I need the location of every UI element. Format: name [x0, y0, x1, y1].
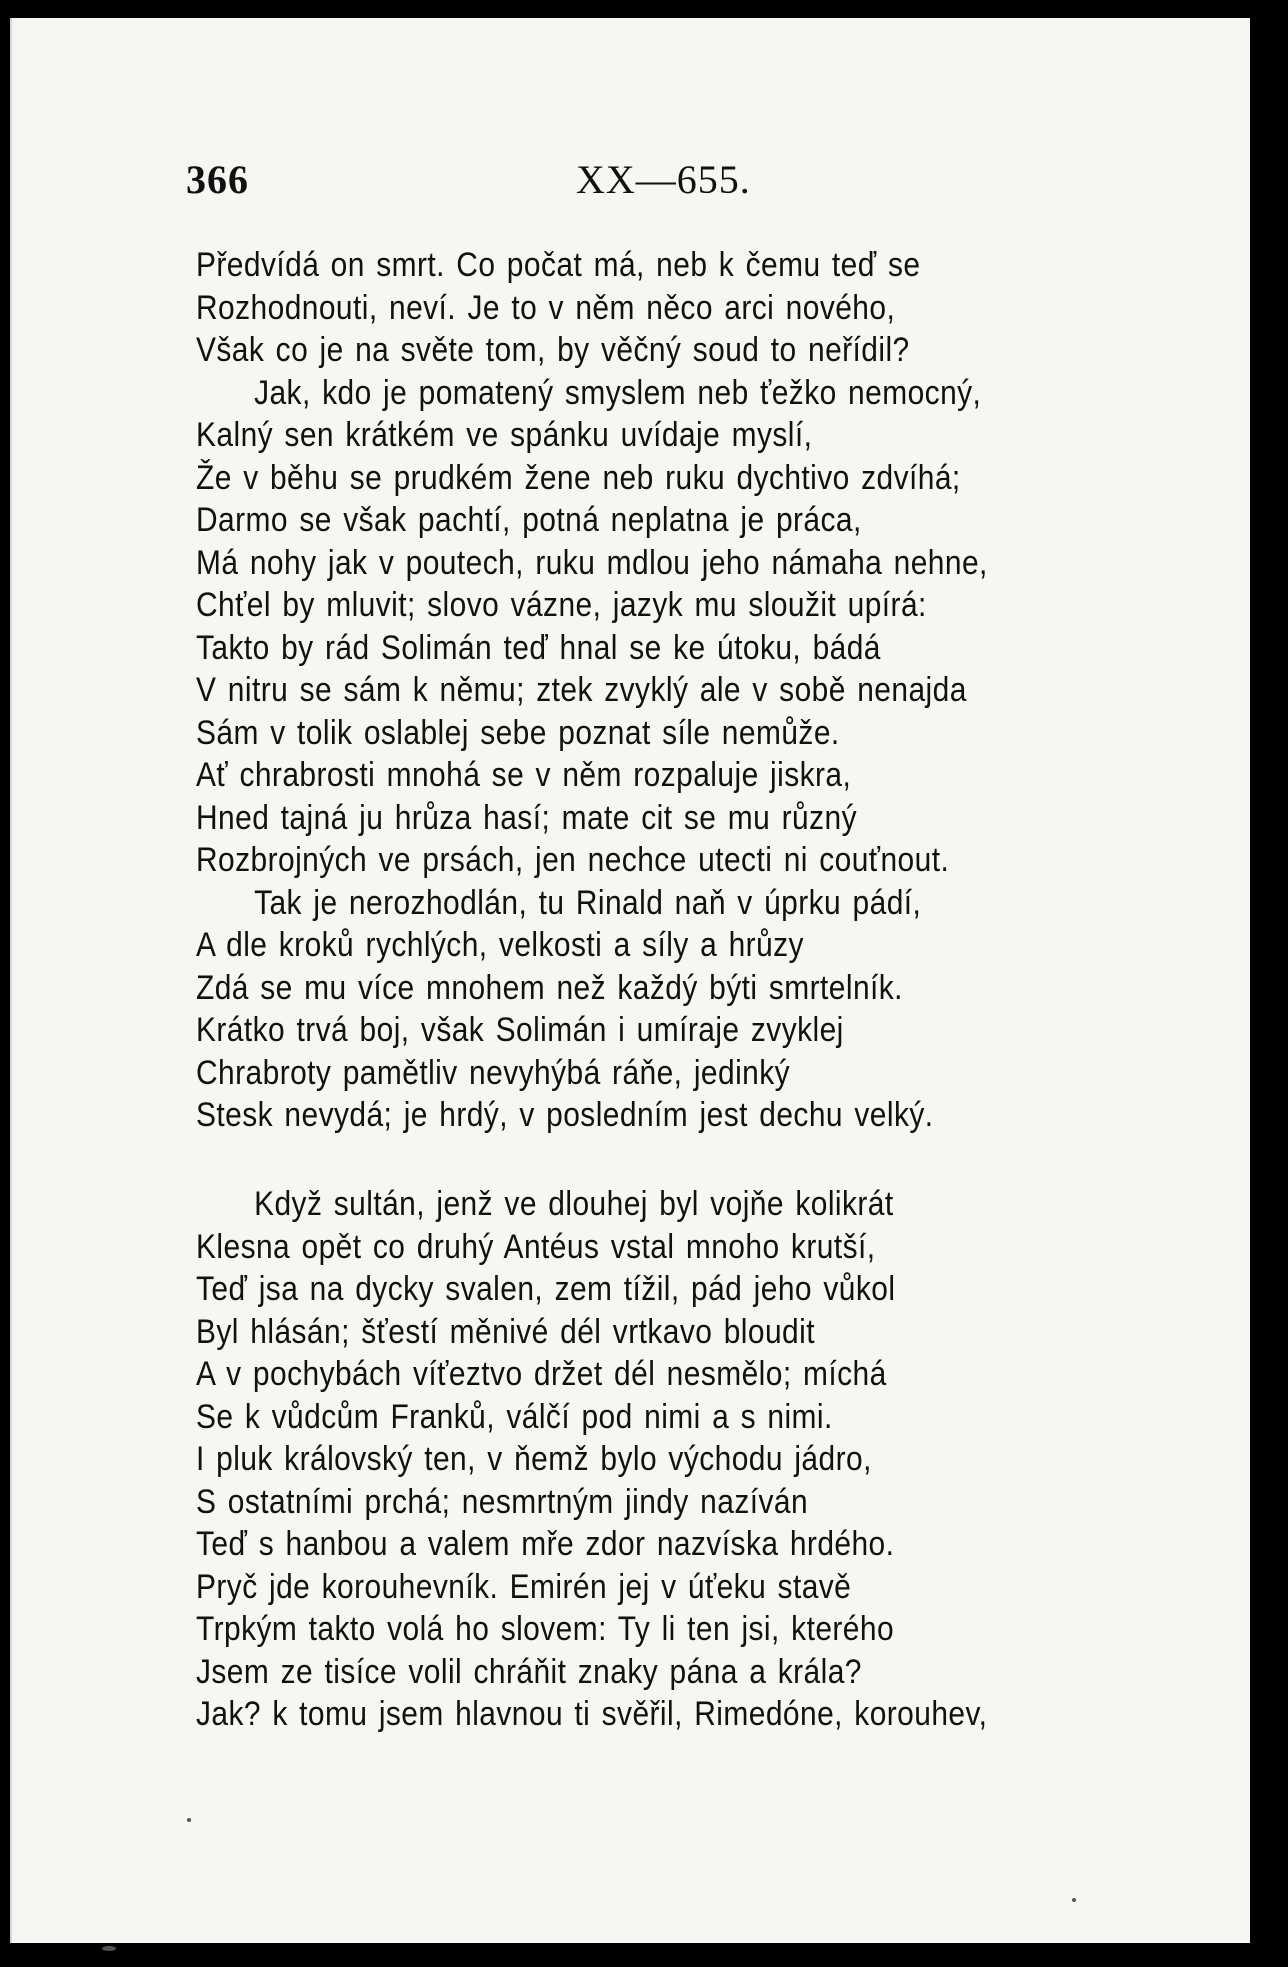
paper-speck: [102, 1946, 116, 1951]
verse-line: Klesna opět co druhý Antéus vstal mnoho krutší,: [196, 1227, 876, 1266]
stanza-1: [196, 244, 988, 1137]
verse-line: Rozhodnouti, neví. Je to v něm něco arci nového,: [196, 288, 896, 327]
verse-line: Že v běhu se prudkém žene neb ruku dychtivo zdvíhá;: [196, 458, 961, 497]
verse-line: Teď s hanbou a valem mře zdor nazvíska hrdého.: [196, 1525, 895, 1563]
page-number: 366: [186, 157, 249, 202]
verse-line: V nitru se sám k němu; ztek zvyklý ale v sobě nenajda: [196, 671, 967, 709]
verse-line: Hned tajná ju hrůza hasí; mate cit se mu různý: [196, 798, 857, 837]
verse-line: Takto by rád Solimán teď hnal se ke útoku, bádá: [196, 628, 881, 667]
verse-line: Chrabroty pamětliv nevyhýbá ráňe, jedinký: [196, 1053, 791, 1092]
running-head: XX—655.: [576, 157, 751, 202]
verse-line: S ostatními prchá; nesmrtným jindy nazíván: [196, 1482, 809, 1521]
paper-speck: [187, 1818, 191, 1822]
verse-line: Sám v tolik oslablej sebe poznat síle nemůže.: [196, 713, 840, 752]
verse-line: Jsem ze tisíce volil chráňit znaky pána a krála?: [196, 1652, 862, 1691]
verse-line: Stesk nevydá; je hrdý, v posledním jest dechu velký.: [196, 1096, 934, 1134]
verse-line: Teď jsa na dycky svalen, zem tížil, pád jeho vůkol: [196, 1270, 896, 1308]
verse-line: Jak, kdo je pomatený smyslem neb ťežko nemocný,: [254, 373, 982, 412]
verse-line: Krátko trvá boj, však Solimán i umíraje zvyklej: [196, 1011, 844, 1049]
verse-line: Má nohy jak v poutech, ruku mdlou jeho námaha nehne,: [196, 543, 988, 582]
verse-line: Jak? k tomu jsem hlavnou ti svěřil, Rimedóne, korouhev,: [196, 1695, 988, 1733]
stanza-2: [196, 1183, 987, 1736]
verse-line: Tak je nerozhodlán, tu Rinald naň v úprku pádí,: [254, 883, 922, 922]
verse-line: Když sultán, jenž ve dlouhej byl vojňe kolikrát: [254, 1185, 894, 1223]
verse-line: Předvídá on smrt. Co počat má, neb k čemu teď se: [196, 246, 921, 284]
verse-line: I pluk královský ten, v ňemž bylo východu jádro,: [196, 1440, 872, 1478]
book-page: [10, 18, 1250, 1943]
verse-line: A dle kroků rychlých, velkosti a síly a hrůzy: [196, 926, 804, 964]
verse-line: Chťel by mluvit; slovo vázne, jazyk mu sloužit upírá:: [196, 586, 927, 624]
verse-line: A v pochybách víťeztvo držet dél nesmělo; míchá: [196, 1355, 887, 1393]
verse-line: Však co je na světe tom, by věčný soud to neřídil?: [196, 331, 910, 369]
verse-line: Se k vůdcům Franků, válčí pod nimi a s nimi.: [196, 1397, 833, 1436]
verse-line: Byl hlásán; šťestí měnivé dél vrtkavo bloudit: [196, 1312, 815, 1351]
verse-line: Zdá se mu více mnohem než každý býti smrtelník.: [196, 968, 903, 1007]
verse-line: Pryč jde korouhevník. Emirén jej v úťeku stavě: [196, 1567, 852, 1606]
verse-line: Ať chrabrosti mnohá se v něm rozpaluje jiskra,: [196, 756, 852, 794]
verse-line: Kalný sen krátkém ve spánku uvídaje myslí,: [196, 416, 813, 454]
verse-line: Rozbrojných ve prsách, jen nechce utecti ni couťnout.: [196, 841, 950, 879]
verse-line: Darmo se však pachtí, potná neplatna je práca,: [196, 501, 862, 539]
paper-speck: [1072, 1898, 1076, 1902]
verse-line: Trpkým takto volá ho slovem: Ty li ten jsi, kterého: [196, 1610, 895, 1648]
